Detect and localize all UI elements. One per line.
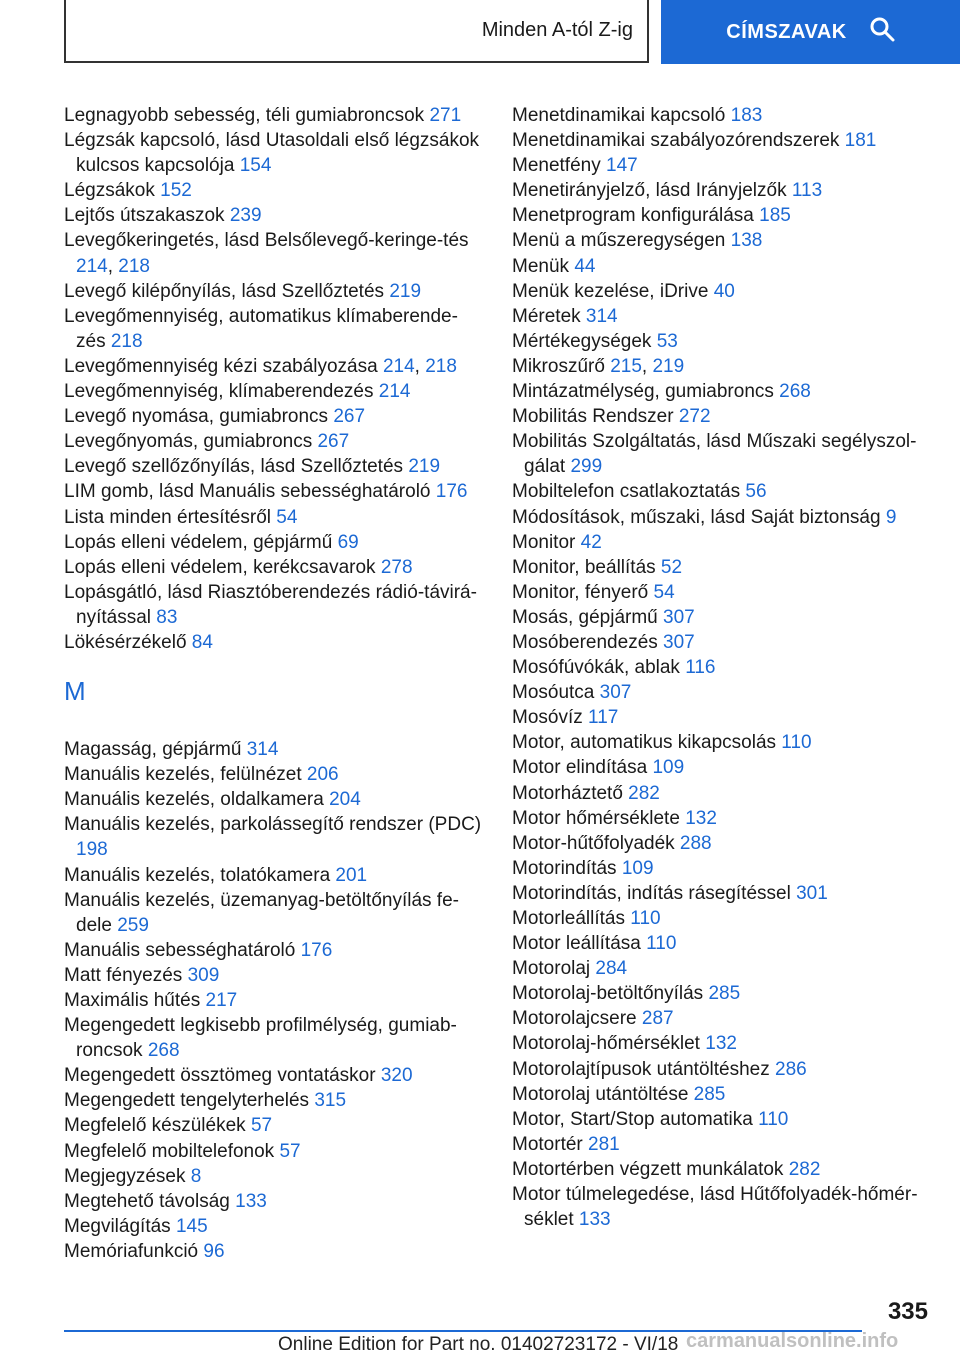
index-entry-term: Megjegyzések (64, 1165, 191, 1187)
index-entry (512, 203, 932, 228)
page-link[interactable]: 268 (779, 381, 811, 403)
index-entry-term: Levegőmennyiség kézi szabályozása (64, 355, 383, 377)
index-entry-term: Manuális kezelés, parkolássegítő rendszer (PDC) (64, 814, 482, 836)
index-entry (512, 254, 932, 279)
index-entry (64, 1164, 484, 1189)
page-link[interactable]: 116 (685, 657, 716, 679)
index-entry (512, 630, 932, 655)
page-link[interactable]: 284 (595, 958, 628, 980)
index-entry (64, 888, 484, 938)
index-entry (64, 1139, 484, 1164)
page-link[interactable]: 267 (333, 406, 366, 428)
index-entry-term: Lista minden értesítésről (64, 506, 277, 528)
index-entry-term: Manuális kezelés, felülnézet (64, 764, 307, 786)
index-entry-term: Motor hőmérséklete (512, 807, 686, 829)
index-entry (512, 530, 932, 555)
tab-keywords[interactable] (661, 0, 960, 64)
page-link[interactable]: 288 (679, 832, 712, 854)
tab-a-to-z[interactable] (64, 0, 649, 63)
page-link[interactable]: 183 (730, 105, 763, 126)
index-entry-term: Monitor, beállítás (512, 556, 661, 578)
page-link[interactable]: 285 (708, 983, 741, 1005)
page-link[interactable]: 286 (775, 1058, 807, 1080)
index-entry-term: Levegőmennyiség, automatikus klímaberende-zés (64, 305, 458, 352)
index-entry-term: Módosítások, műszaki, lásd Saját biztonság (512, 506, 886, 528)
index-entry-term: Motorolajcsere (512, 1008, 642, 1030)
index-entry (64, 279, 484, 304)
index-entry-term: Monitor (512, 531, 581, 553)
index-entry (64, 555, 484, 580)
page-link[interactable]: 218 (118, 255, 150, 277)
index-entry: Levegőkeringetés, lásd Belsőlevegő-keringe-tés 214, 218 (64, 230, 469, 277)
index-entry (64, 128, 484, 178)
index-column-right (512, 103, 932, 1232)
index-entry-term: Mosófúvókák, ablak (512, 657, 686, 679)
index-entry-term: Méretek (512, 305, 586, 327)
index-entry-term: Magasság, gépjármű (64, 739, 247, 761)
page-link[interactable]: 198 (76, 839, 108, 861)
index-entry-term: Motor elindítása (512, 757, 653, 779)
index-entry (64, 429, 484, 454)
index-entry (512, 128, 932, 153)
index-entry (512, 304, 932, 329)
index-entry (512, 479, 932, 504)
page-link[interactable]: 110 (781, 732, 812, 754)
index-entry (64, 1214, 484, 1239)
page-link[interactable]: 52 (660, 556, 683, 578)
index-entry-term: Levegő kilépőnyílás, lásd Szellőztetés (64, 280, 390, 302)
index-entry-term: Lökésérzékelő (64, 631, 192, 653)
index-entry-term: Legnagyobb sebesség, téli gumiabroncsok (64, 105, 430, 126)
index-entry-term: Motorháztető (512, 782, 629, 804)
index-entry (64, 178, 484, 203)
index-entry (512, 103, 932, 128)
page-link[interactable]: 132 (705, 1033, 737, 1055)
page-link[interactable]: 239 (229, 205, 262, 227)
index-entry (512, 1107, 932, 1132)
page-link[interactable]: 110 (646, 933, 677, 955)
index-entry-term: Levegőmennyiség, klímaberendezés (64, 381, 379, 403)
page-link[interactable]: 110 (758, 1108, 789, 1130)
page-link[interactable]: 217 (205, 990, 238, 1011)
search-icon (869, 16, 895, 48)
page-link[interactable]: 9 (885, 506, 897, 528)
section-heading: M (64, 676, 86, 707)
page-link[interactable]: 109 (652, 757, 685, 779)
index-entry-term: Lopás elleni védelem, kerékcsavarok (64, 556, 381, 578)
index-entry (512, 228, 932, 253)
index-entry-term: Menetirányjelző, lásd Irányjelzők (512, 180, 792, 202)
page-link[interactable]: 218 (110, 330, 143, 352)
index-entry-term: Motor túlmelegedése, lásd Hűtőfolyadék-hőmér-séklet (512, 1184, 918, 1231)
index-entry (64, 454, 484, 479)
page-link[interactable]: 84 (191, 631, 213, 653)
page-link[interactable]: 214 (76, 255, 108, 277)
page-link[interactable]: 117 (588, 707, 619, 729)
index-entry: Mikroszűrő 215, 219 (512, 355, 685, 377)
index-entry (512, 1082, 932, 1107)
page-link[interactable]: 147 (606, 155, 638, 177)
index-entry (512, 705, 932, 730)
index-entry (64, 1088, 484, 1113)
index-entry-term: Lopásgátló, lásd Riasztóberendezés rádió-távirá-nyítással (64, 581, 477, 628)
page-link[interactable]: 96 (203, 1240, 225, 1262)
index-entry (512, 505, 932, 530)
page-link[interactable]: 154 (239, 155, 272, 177)
page-link[interactable]: 214 (382, 355, 415, 377)
page-link[interactable]: 307 (663, 606, 695, 628)
index-entry (64, 1113, 484, 1138)
index-entry-term: Motortér (512, 1133, 589, 1155)
page-link[interactable]: 309 (187, 964, 220, 986)
index-entry (512, 580, 932, 605)
page-link[interactable]: 219 (389, 280, 422, 302)
index-entry-term: Motor, automatikus kikapcsolás (512, 732, 782, 754)
page-link[interactable]: 181 (844, 130, 877, 152)
index-entry (64, 530, 484, 555)
index-entry-term: Megtehető távolság (64, 1190, 236, 1212)
index-entry (64, 580, 484, 630)
index-entry-term: Menük kezelése, iDrive (512, 280, 714, 302)
index-entry (512, 755, 932, 780)
page-link[interactable]: 54 (276, 506, 298, 528)
index-entry-term: Mintázatmélység, gumiabroncs (512, 381, 780, 403)
page-link[interactable]: 44 (574, 255, 596, 277)
edition-text: Online Edition for Part no. 01402723172 - VI/18 (278, 1334, 679, 1355)
index-entry-term: Motor, Start/Stop automatika (512, 1108, 759, 1130)
index-column-left (64, 103, 484, 1264)
page-link[interactable]: 113 (791, 180, 823, 202)
page-link[interactable]: 285 (693, 1083, 726, 1105)
index-entry-term: Megfelelő készülékek (64, 1115, 251, 1137)
index-entry (64, 737, 484, 762)
index-entry-term: Manuális sebességhatároló (64, 939, 301, 961)
index-entry (512, 1157, 932, 1182)
index-entry: Levegőmennyiség kézi szabályozása 214, 218 (64, 355, 457, 377)
index-entry (512, 1057, 932, 1082)
index-entry (64, 404, 484, 429)
index-entry-term: Levegő nyomása, gumiabroncs (64, 406, 334, 428)
index-entry-term: Megfelelő mobiltelefonok (64, 1140, 280, 1162)
index-entry (512, 781, 932, 806)
index-entry-term: Lopás elleni védelem, gépjármű (64, 531, 338, 553)
page-link[interactable]: 206 (306, 764, 339, 786)
index-entry (64, 963, 484, 988)
index-entry-term: Memóriafunkció (64, 1240, 204, 1262)
index-entry-term: Motortérben végzett munkálatok (512, 1158, 789, 1180)
page-link[interactable]: 259 (117, 914, 149, 936)
index-entry-term: Levegőnyomás, gumiabroncs (64, 431, 318, 453)
index-entry-term: Manuális kezelés, tolatókamera (64, 864, 336, 886)
page-link[interactable]: 219 (408, 456, 441, 478)
page-link[interactable]: 83 (156, 606, 178, 628)
page-link[interactable]: 53 (656, 330, 678, 352)
index-entry (64, 1189, 484, 1214)
index-entry (512, 1182, 932, 1232)
index-entry-term: Motor-hűtőfolyadék (512, 832, 680, 854)
tab-keywords-label: CÍMSZAVAK (726, 20, 847, 43)
index-entry-term: Megvilágítás (64, 1215, 176, 1237)
index-entry-term: Motor leállítása (512, 933, 647, 955)
index-entry (512, 429, 932, 479)
index-entry (64, 304, 484, 354)
index-entry (512, 329, 932, 354)
index-entry-term: Légzsákok (64, 180, 161, 202)
index-entry-term: Mobilitás Szolgáltatás, lásd Műszaki segélyszol-gálat (512, 431, 917, 478)
index-entry (512, 605, 932, 630)
index-entry-term: Matt fényezés (64, 964, 188, 986)
page-link[interactable]: 268 (147, 1040, 180, 1062)
page-link[interactable]: 138 (730, 230, 763, 252)
index-entry (64, 379, 484, 404)
index-entry-term: Mértékegységek (512, 330, 657, 352)
page-link[interactable]: 56 (745, 481, 767, 503)
index-entry-term: Motorolaj utántöltése (512, 1083, 694, 1105)
top-navigation (0, 0, 960, 66)
page-link[interactable]: 133 (235, 1190, 267, 1212)
index-entry-term: Monitor, fényerő (512, 581, 654, 603)
page-link[interactable]: 109 (621, 857, 654, 879)
page-number: 335 (887, 1298, 928, 1325)
index-entry (512, 806, 932, 831)
index-entry (64, 1239, 484, 1264)
index-entry-term: Manuális kezelés, oldalkamera (64, 789, 330, 811)
index-entry-term: Motorolaj (512, 958, 596, 980)
index-entry (64, 1013, 484, 1063)
index-entry (512, 831, 932, 856)
index-entry-term: Menük (512, 255, 575, 277)
page-link[interactable]: 185 (759, 205, 791, 227)
index-entry-term: Légzsák kapcsoló, lásd Utasoldali első légzsákok kulcsos kapcsolója (64, 130, 480, 177)
index-entry (512, 881, 932, 906)
index-entry (512, 981, 932, 1006)
index-entry-term: Manuális kezelés, üzemanyag-betöltőnyílás fe-dele (64, 889, 459, 936)
index-entry-term: Menetdinamikai szabályozórendszerek (512, 130, 845, 152)
index-entry (512, 730, 932, 755)
index-entry (64, 203, 484, 228)
page-link[interactable]: 145 (175, 1215, 208, 1237)
index-entry (512, 1132, 932, 1157)
page-link[interactable]: 133 (578, 1209, 611, 1231)
page-link[interactable]: 176 (435, 481, 468, 503)
index-entry-term: Menetfény (512, 155, 606, 177)
index-entry-term: Levegőkeringetés, lásd Belsőlevegő-keringe-tés (64, 230, 469, 252)
index-entry (512, 153, 932, 178)
index-entry (512, 931, 932, 956)
index-entry-term: Motorolaj-hőmérséklet (512, 1033, 706, 1055)
index-entry-term: Megengedett legkisebb profilmélység, gumiab-roncsok (64, 1015, 457, 1062)
page-link[interactable]: 219 (652, 355, 685, 377)
page-link[interactable]: 271 (429, 105, 462, 126)
page-link[interactable]: 176 (300, 939, 333, 961)
index-entry (512, 178, 932, 203)
page-link[interactable]: 307 (599, 682, 632, 704)
index-entry-term: Levegő szellőzőnyílás, lásd Szellőztetés (64, 456, 409, 478)
page-link[interactable]: 314 (246, 739, 279, 761)
page-link[interactable]: 278 (380, 556, 413, 578)
page-link[interactable]: 54 (653, 581, 675, 603)
page-link[interactable]: 299 (570, 456, 603, 478)
page-link[interactable]: 282 (788, 1158, 821, 1180)
page-link[interactable]: 287 (641, 1008, 674, 1030)
index-entry-term: Motorolaj-betöltőnyílás (512, 983, 709, 1005)
index-entry-term: Megengedett össztömeg vontatáskor (64, 1065, 381, 1087)
index-entry (512, 1031, 932, 1056)
index-entry (512, 279, 932, 304)
index-entry (512, 956, 932, 981)
page-link[interactable]: 214 (378, 381, 411, 403)
index-entry-term: Motorindítás, indítás rásegítéssel (512, 882, 797, 904)
page-link[interactable]: 218 (425, 355, 457, 377)
page-link[interactable]: 282 (628, 782, 660, 804)
page-link[interactable]: 320 (380, 1065, 413, 1087)
index-entry (512, 655, 932, 680)
index-entry-term: Mikroszűrő (512, 355, 611, 377)
page-link[interactable]: 215 (610, 355, 642, 377)
index-entry (512, 856, 932, 881)
index-entry-term: LIM gomb, lásd Manuális sebességhatároló (64, 481, 436, 503)
page-link[interactable]: 57 (250, 1115, 273, 1137)
index-entry (64, 630, 484, 655)
index-entry-term: Mobilitás Rendszer (512, 406, 679, 428)
index-entry-term: Motorolajtípusok utántöltéshez (512, 1058, 775, 1080)
page-link[interactable]: 314 (585, 305, 618, 327)
index-entry-term: Motorindítás (512, 857, 622, 879)
page-link[interactable]: 204 (329, 789, 361, 811)
index-entry (512, 379, 932, 404)
page-link[interactable]: 42 (580, 531, 602, 553)
index-entry-term: Mosóberendezés (512, 631, 664, 653)
index-entry (512, 1006, 932, 1031)
tab-a-to-z-label: Minden A-tól Z-ig (481, 19, 633, 41)
index-entry (512, 680, 932, 705)
index-entry (64, 1063, 484, 1088)
index-entry (512, 906, 932, 931)
page-link[interactable]: 307 (663, 631, 695, 653)
index-entry (512, 555, 932, 580)
page-link[interactable]: 267 (317, 431, 350, 453)
index-entry (64, 787, 484, 812)
page-link[interactable]: 69 (337, 531, 359, 553)
page-link[interactable]: 281 (588, 1133, 620, 1155)
index-entry (64, 938, 484, 963)
page-link[interactable]: 40 (713, 280, 735, 302)
page-link[interactable]: 315 (314, 1090, 347, 1112)
page-link[interactable]: 8 (190, 1165, 202, 1187)
index-entry-term: Lejtős útszakaszok (64, 205, 230, 227)
index-entry-term: Maximális hűtés (64, 990, 206, 1011)
index-entry-term: Menetdinamikai kapcsoló (512, 105, 731, 126)
page-link[interactable]: 272 (678, 406, 711, 428)
index-entry-term: Mobiltelefon csatlakoztatás (512, 481, 746, 503)
index-entry (64, 762, 484, 787)
page-link[interactable]: 110 (630, 908, 661, 929)
index-entry (512, 404, 932, 429)
page-link[interactable]: 301 (796, 882, 828, 904)
index-entry-term: Menü a műszeregységen (512, 230, 731, 252)
index-entry-term: Mosás, gépjármű (512, 606, 664, 628)
page-link[interactable]: 57 (279, 1140, 301, 1162)
page-link[interactable]: 132 (685, 807, 717, 829)
index-entry-term: Menetprogram konfigurálása (512, 205, 760, 227)
index-entry (64, 988, 484, 1013)
index-entry (64, 505, 484, 530)
index-entry-term: Motorleállítás (512, 908, 631, 929)
index-entry (64, 812, 484, 862)
index-entry-term: Megengedett tengelyterhelés (64, 1090, 315, 1112)
index-entry (64, 103, 484, 128)
page-link[interactable]: 152 (160, 180, 192, 202)
index-entry-term: Mosóutca (512, 682, 600, 704)
index-entry-term: Mosóvíz (512, 707, 589, 729)
index-entry (64, 479, 484, 504)
page-link[interactable]: 201 (335, 864, 368, 886)
index-entry (64, 863, 484, 888)
watermark: carmanualsonline.info (686, 1330, 899, 1352)
